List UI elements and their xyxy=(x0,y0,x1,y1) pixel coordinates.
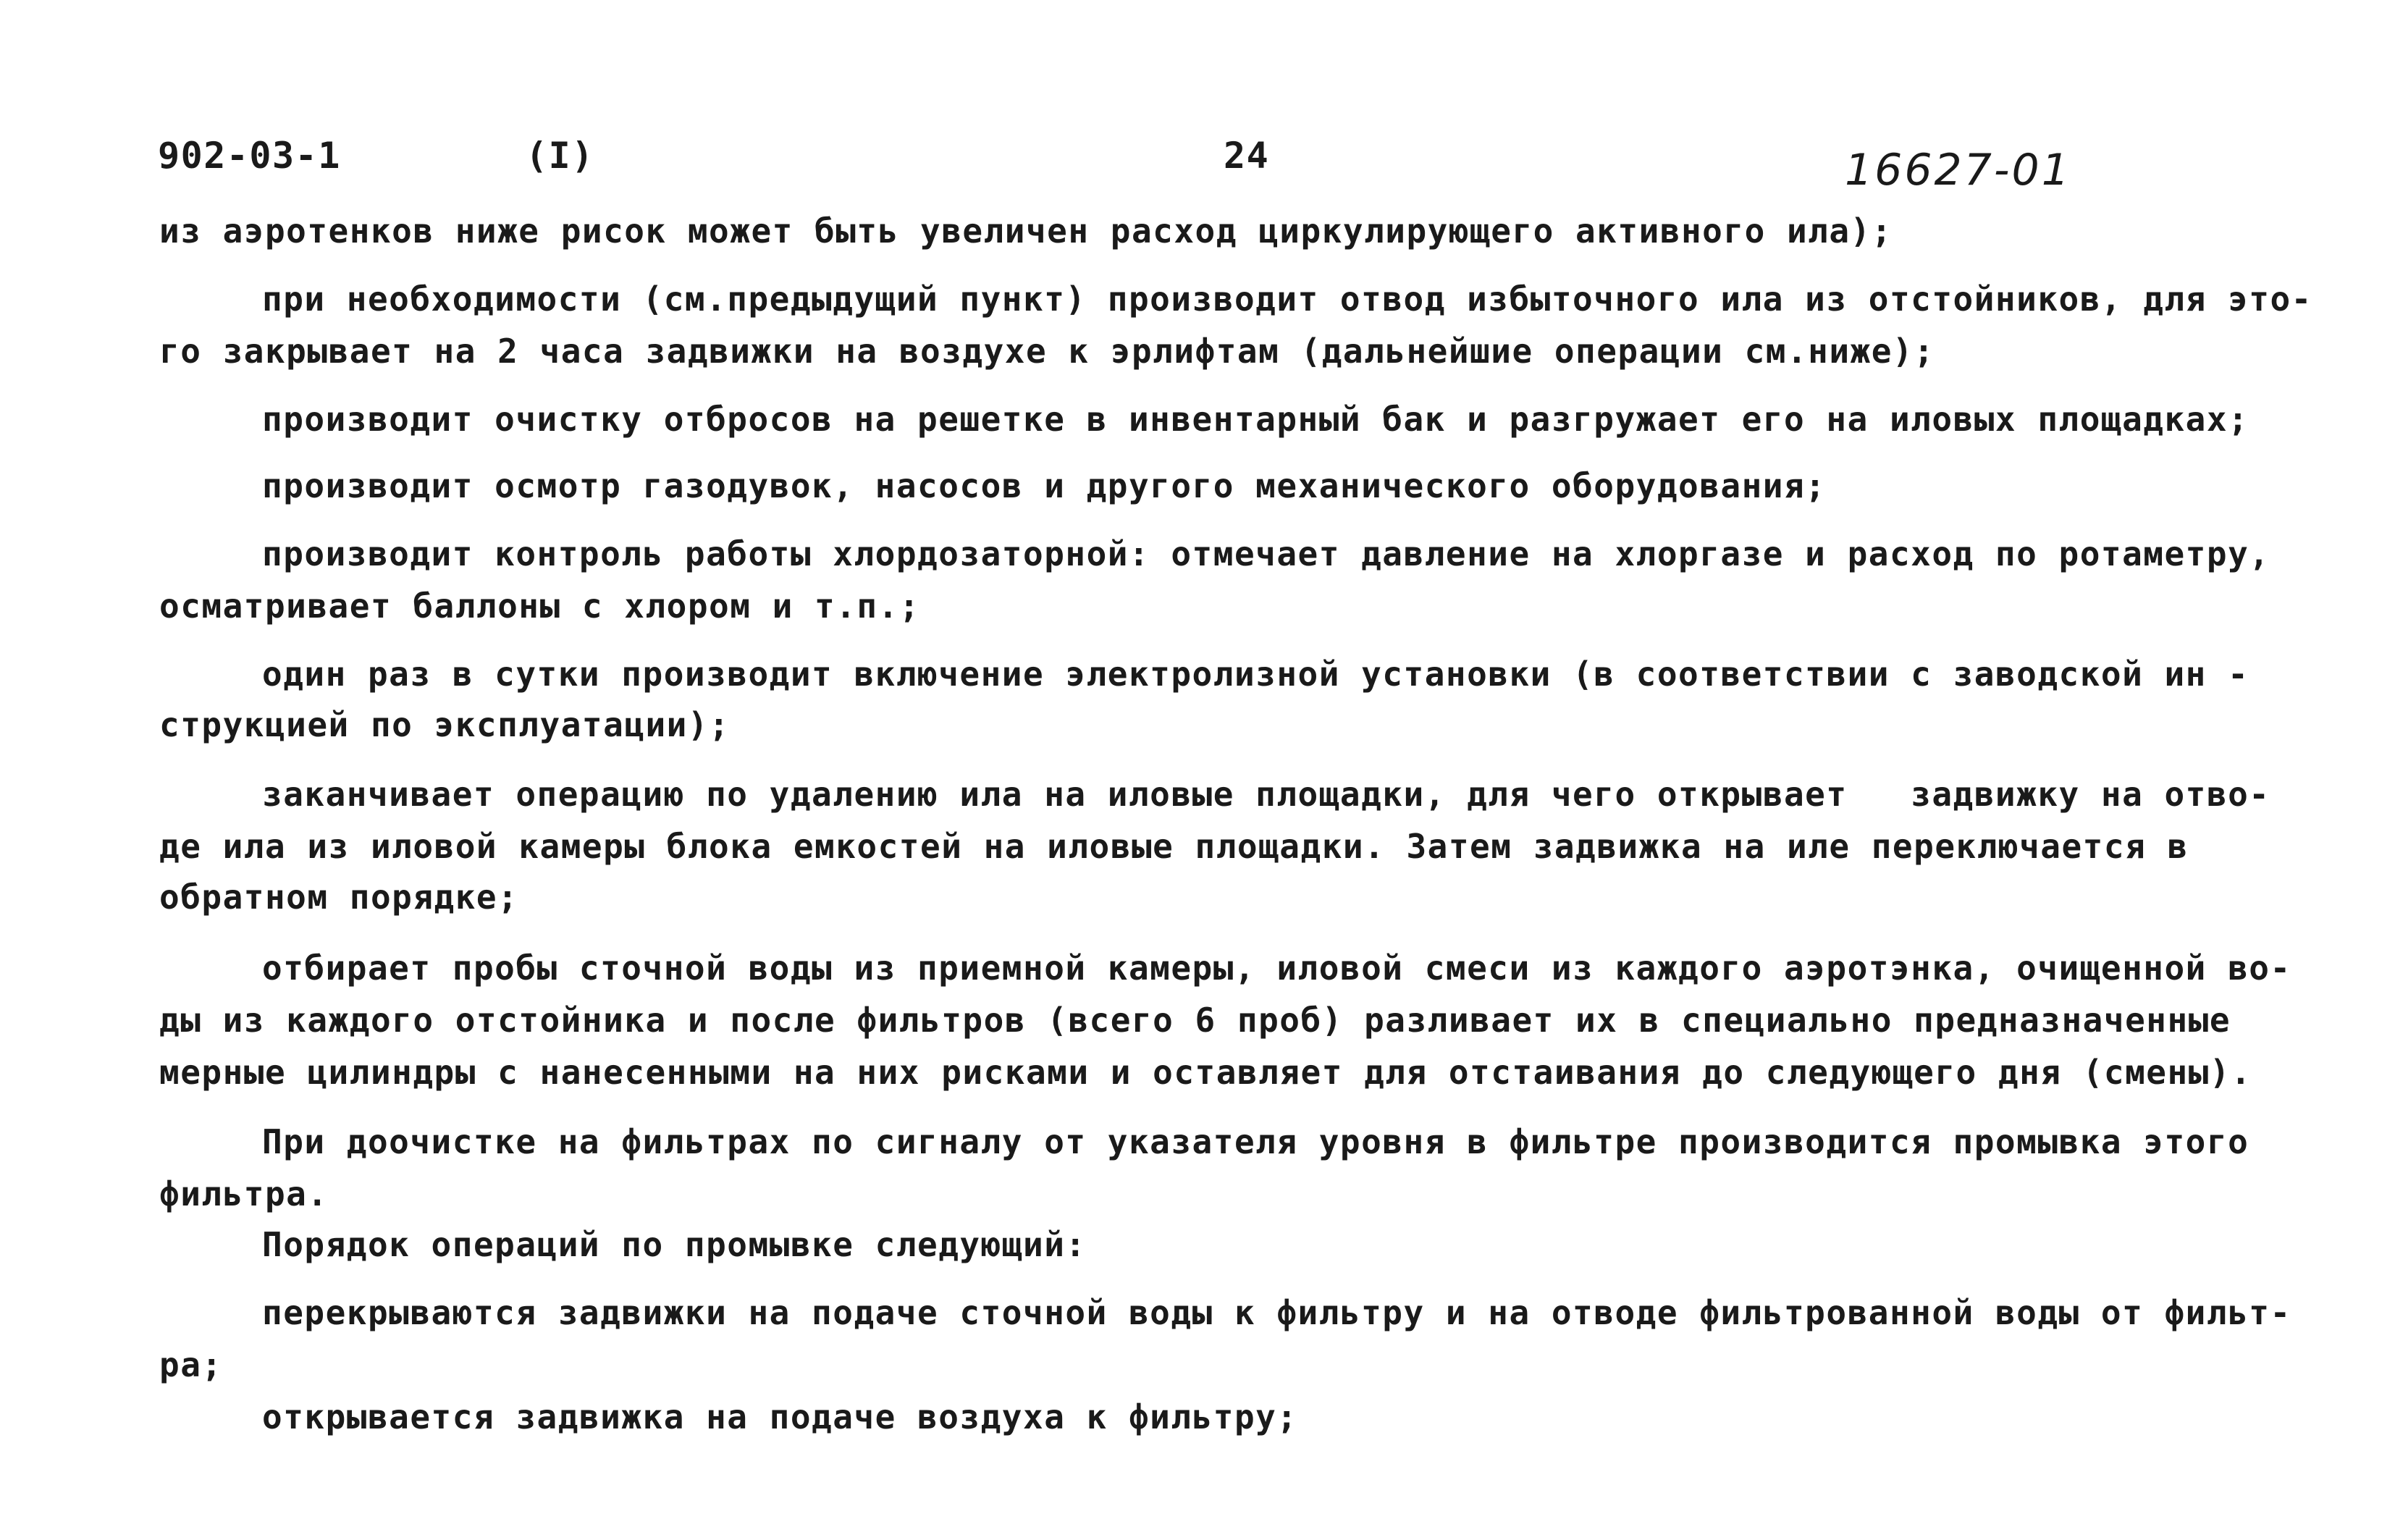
text-line: производит очистку отбросов на решетке в инвентарный бак и разгружает его на иловых площадках; xyxy=(262,400,2249,439)
text-line: фильтра. xyxy=(159,1174,329,1213)
text-line: обратном порядке; xyxy=(159,878,519,917)
text-line: производит контроль работы хлордозаторной: отмечает давление на хлоргазе и расход по ротаметру, xyxy=(262,534,2270,573)
document-code: 902-03-1 xyxy=(158,135,341,177)
text-line: заканчивает операцию по удалению ила на иловые площадки, для чего открывает задвижку на отво- xyxy=(262,775,2270,814)
text-line: мерные цилиндры с нанесенными на них рисками и оставляет для отстаивания до следующего дня (смены). xyxy=(159,1053,2252,1092)
text-line: Порядок операций по промывке следующий: xyxy=(262,1225,1087,1264)
volume-number: (I) xyxy=(526,135,594,177)
text-line: ра; xyxy=(159,1345,223,1384)
text-line: при необходимости (см.предыдущий пункт) производит отвод избыточного ила из отстойников, для это- xyxy=(262,279,2312,319)
text-line: струкцией по эксплуатации); xyxy=(159,705,731,744)
text-line: ды из каждого отстойника и после фильтров (всего 6 проб) разливает их в специально предназначенные xyxy=(159,1001,2231,1040)
archive-number: 16627-01 xyxy=(1845,145,2071,195)
text-line: из аэротенков ниже рисок может быть увеличен расход циркулирующего активного ила); xyxy=(159,211,1893,251)
text-line: го закрывает на 2 часа задвижки на воздухе к эрлифтам (дальнейшие операции см.ниже); xyxy=(159,332,1935,371)
text-line: При доочистке на фильтрах по сигналу от указателя уровня в фильтре производится промывка этого xyxy=(262,1122,2249,1161)
text-line: де ила из иловой камеры блока емкостей на иловые площадки. Затем задвижка на иле переключается в xyxy=(159,827,2189,866)
text-line: отбирает пробы сточной воды из приемной камеры, иловой смеси из каждого аэротэнка, очищенной во- xyxy=(262,948,2291,988)
text-line: перекрываются задвижки на подаче сточной воды к фильтру и на отводе фильтрованной воды от фильт- xyxy=(262,1293,2291,1332)
text-line: производит осмотр газодувок, насосов и другого механического оборудования; xyxy=(262,466,1827,505)
text-line: осматривает баллоны с хлором и т.п.; xyxy=(159,586,920,626)
text-line: открывается задвижка на подаче воздуха к фильтру; xyxy=(262,1397,1298,1436)
page-number: 24 xyxy=(1224,135,1270,177)
text-line: один раз в сутки производит включение электролизной установки (в соответствии с заводской ин - xyxy=(262,655,2249,694)
